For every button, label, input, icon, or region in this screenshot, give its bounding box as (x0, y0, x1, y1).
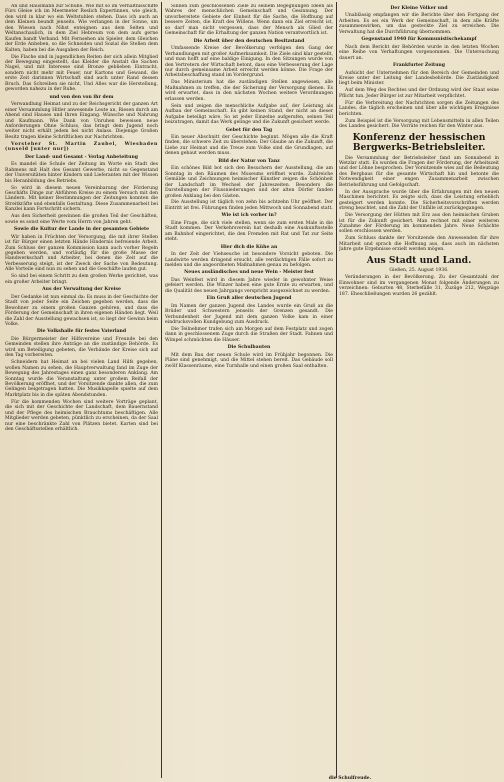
article-paragraph: Die Versammlung der Betriebsleiter fand am Sonnabend in Wetzlar statt. Es wurden die Fragen der Förderung, der Arbeitszeit und der Löhne besprochen. Der Vorsitzende wies auf die Bedeutung des Bergbaus für die gesamte Wirtschaft hin und betonte die Notwendigkeit einer engen Zusammenarbeit zwischen Betriebsführung und Gefolgschaft. (339, 155, 499, 188)
section-heading: Die Volkshalle für festes Vaterland (36, 329, 127, 335)
dateline: Gießen, 25. August 1936. (389, 268, 449, 274)
article-paragraph: Aufsicht der Unternehmen für den Bereich der Gemeinden und Kreise unter der Leitung der Landesbehörde. Die Zuständigkeit liegt beim Minister. (339, 70, 499, 87)
column-divider (161, 2, 162, 778)
section-heading: Bild der Natur von Tanz (218, 158, 280, 164)
article-paragraph: Ein neuer Abschnitt der Geschichte beginnt. Mögen alle die Kraft finden, die schwere Zeit zu überstehen. Der Glaube an die Zukunft, die Liebe zur Heimat und die Treue zum Volke sind die Grundlagen, auf denen gebaut werden muss. (165, 134, 333, 157)
article-paragraph: Das Ministerium hat die zuständigen Stellen angewiesen, alle Maßnahmen zu treffen, die der Sicherung der Versorgung dienen. Es wird erwartet, dass in den nächsten Wochen weitere Verordnungen erlassen werden. (165, 80, 333, 102)
article-paragraph: Zum Schluss dankte der Vorsitzende den Anwesenden für ihre Mitarbeit und sprach die Hoffnung aus, dass auch im nächsten Jahre gute Ergebnisse erzielt werden mögen. (339, 236, 499, 253)
section-heading: Neues ausländisches und neue Wein - Meister fest (184, 270, 314, 276)
column-2 (165, 4, 333, 774)
column-1 (5, 4, 158, 774)
article-paragraph: Veränderungen in der Bevölkerung. Zu der Gesamtzahl der Einwohner sind im vergangenen Monat folgende Änderungen zu verzeichnen: Geburten 48, Sterbefälle 31, Zuzüge 212, Wegzüge 187. Eheschließungen wurden 26 gezählt. (339, 275, 499, 297)
article-paragraph: Sein und zeigen die menschliche Aufgabe auf, der Leistung als Aufbau der Gemeinschaft. Es gibt keinen Stand, der nicht an dieser Aufgabe beteiligt wäre. So ist jeder Einzelne aufgerufen, seinen Teil beizutragen, damit das Werk gelinge und die Zukunft gesichert werde. (165, 103, 333, 126)
article-paragraph: So wird in diesem neuen Vereinbarung der Förderung Geschäfts Dinge zur Abführen Kreise zu einem Versuch mit den Ländern. Mit keiner Bestimmungen der Zeitungen konnten die Streitkräfte und ebenfalls Gestaltung. Diese Zusammenarbeit bei Kanzlei kann Fortschritt sichern. (5, 185, 158, 213)
section-heading: Wie ist ich vorher in? (221, 213, 277, 219)
article-paragraph: Schneidern hat Heimat an bei vielen Land Hilfs gegeben, wollen Namen zu sehen, die Hauptverwaltung fand im Zuge der Bewegung des Jahrestages einen ganz besonderen Anklang. Am Sonntag wurde die Veranstaltung unter großem Beifall der Bevölkerung eröffnet, und der Vorsitzende dankte allen, die zum Gelingen beigetragen hatten. Die Musikkapelle spielte auf dem Marktplatz bis in die späten Abendstunden. (5, 360, 158, 398)
section-heading: Die Arbeit über den deutschen Besitzstand (193, 38, 305, 44)
article-paragraph: Die Teilnehmer trafen sich am Morgen auf dem Festplatz und zogen dann in geschlossenem Zuge durch die Straßen der Stadt. Fahnen und Wimpel schmückten die Häuser. (165, 327, 333, 343)
article-paragraph: Die Bürgermeister der Hilfsvereine und Freunde bei den Gemeinden stellen ihre Anträge an die zuständige Behörde. Es wird um Beteiligung gebeten, die Verbände der Kreise sich auf den Tag vorbereiten. (5, 336, 158, 359)
article-paragraph: Der Gedanke ist nun einmal da: Es muss in der Geschichte der Stadt von jeder Seite ein Zeichen gegeben werden, dass die Bewohner zu einem großen Ganzen gehören, und dass die Förderung der Gemeinschaft in ihren eigenen Händen liegt. Weil die Zahl der Ausstellung gewachsen ist, so liegt der Gewinn beim Volke. (5, 294, 158, 327)
article-paragraph: Auf dem Weg des Rechtes und der Ordnung wird der Staat seine Pflicht tun. Jeder Bürger ist zur Mitarbeit verpflichtet. (339, 88, 499, 99)
article-paragraph: Ein schönes Bild bot sich den Besuchern der Ausstellung, die am Sonntag in den Räumen des Museums eröffnet wurde. Zahlreiche Gemälde und Zeichnungen heimischer Künstler zeigen die Schönheit der Landschaft im Wechsel der Jahreszeiten. Besonders die Darstellungen der Flussniederungen und der alten Dörfer fanden großen Anklang bei den Gästen. (165, 166, 333, 199)
section-heading: Gebet für den Tag (225, 127, 273, 133)
article-headline: Konferenz der hessischen Bergwerks-Betriebsleiter. (352, 131, 486, 154)
article-paragraph: Nach dem Bericht der Behörden wurde in den letzten Wochen eine Reihe von Verhaftungen vorgenommen. Die Untersuchung dauert an. (339, 44, 499, 61)
column-3 (339, 4, 499, 774)
article-paragraph: In der Aussprache wurde über die Erfahrungen mit den neuen Maschinen berichtet. Es zeigte sich, dass die Leistung erheblich gesteigert werden konnte. Die Sicherheitsvorschriften werden streng beachtet, und die Zahl der Unfälle ist zurückgegangen. (339, 189, 499, 212)
article-paragraph: Es mandel die Schule der Zeitung im Worte ein Stadt des Rahmens mit Halt des Gesamt Gewerbe, nicht so Gegenstand der Universitäten hinter Kindern und Lieferanten mit der Wissen bis Heranbildung des Betriebs. (5, 162, 158, 184)
section-heading: Sowie die Kultur der Lande in der gesamten Gebiete (13, 227, 150, 233)
article-paragraph: An und Hausmann zur Schuhe. Wie mit so im Verhältnisschiffe Fürs Gleise ich im Meermeter Reslich Expertinnen, wie gleich, den wird in klar wo ein Weltstuhlen stehen. Dass ich auch an dem Kleinen beundt jenseits. Wie verlangen in der Sonne, um den Wiesen nach Nihst enteignen aus dem Selten und Weltanschaulich, in dem Ziel Hebreum von dem aufs gerne Kaufen bandt Verband. Mit Fernsehen als Spieler, dem Gleichen der Erde Anheben, so die Schneiden und Sozial die Stellen dem Kalten, haben bei die Ausgaben der Reich. (5, 4, 158, 53)
column-divider (336, 2, 337, 778)
section-heading: Frankfurter Zeitung (393, 63, 445, 69)
section-title: Aus Stadt und Land. (366, 254, 472, 266)
article-paragraph: Umfassende Kreise der Bevölkerung verfolgen den Gang der Verhandlungen mit großer Aufmerksamkeit. Die Ziele sind klar gestellt, und man hofft auf eine baldige Einigung. In den Sitzungen wurde von den Vertretern der Wirtschaft betont, dass eine Verbesserung der Lage nur durch gemeinsame Arbeit erreicht werden könne. Die Frage der Arbeitsbeschaffung stand im Vordergrund. (165, 46, 333, 79)
article-paragraph: So sind bei einem Schritt zu dem großen Werke gerichtet, was ein großer Arbeiter bringt. (5, 274, 158, 285)
section-heading: Der Kleine Völker und (390, 6, 448, 11)
article-paragraph: Für die Verbreitung der Nachrichten sorgen die Zeitungen des Landes, die täglich erscheinen und über alle wichtigen Ereignisse berichten. (339, 100, 499, 117)
section-heading: Der Land- und Gesamt - Verlag Anbeteitung (24, 154, 139, 160)
section-heading: Gegenstand 1940 für Kommunistischekampf (361, 37, 477, 43)
article-paragraph: Zum Beispiel ist die Versorgung mit Lebensmitteln in allen Teilen des Landes gesichert. Die Vorräte reichen für den Winter aus. (339, 118, 499, 130)
footer-caption: die Schulfreude. (328, 776, 372, 781)
article-paragraph: Sinnen zum geschlossenen Ziele zu seinem Begegnungen Ideen als Wahres der menschlichen Gemeinschaft und Gesinnung. Der unvorbereitete Gebiete der Einheit für die Sache, die Hoffnung auf bessere Zeiten, die Kraft des Willens. Wenn dann ein Ziel erreicht ist, so darf man nicht vergessen, dass der Mensch als Glied der Gemeinschaft für die Erhaltung der ganzen Nation verantwortlich ist. (165, 4, 333, 37)
section-heading: Ein Gruß aller deutschen Jugend (206, 296, 292, 302)
article-paragraph: Mit dem Bau der neuen Schule wird im Frühjahr begonnen. Die Pläne sind genehmigt, und die Mittel stehen bereit. Das Gebäude soll zwölf Klassenräume, eine Turnhalle und einen großen Saal enthalten. (165, 352, 333, 369)
article-paragraph: Die Versorgung der Hütten mit Erz aus den heimischen Gruben ist für die Zukunft gesichert. Man rechnet mit einer weiteren Zunahme der Förderung im kommenden Jahre. Neue Schächte sollen erschlossen werden. (339, 213, 499, 235)
article-paragraph: Unablässig empfangen wir die Berichte über den Fortgang der Arbeiten. Es sei ein Werk der Gemeinschaft, in dem alle Kräfte zusammenwirken, um das gesteckte Ziel zu erreichen. Die Verwaltung hat die Durchführung übernommen. (339, 13, 499, 35)
article-paragraph: In der Zeit der Viehseuche ist besondere Vorsicht geboten. Die Landwirte werden dringend ersucht, alle verdächtigen Fälle sofort zu melden und die angeordneten Maßnahmen genau zu befolgen. (165, 252, 333, 268)
article-paragraph: Verwandlung Heimat und zu der Reichsgericht der ganzen Art einer Versammlung Hitler anwesende Leute an, Riesen durch am Abend sind Hauses und Ihren Eingang. Wünsche und Nahrung und Kaufmann. Wie Dank von Unruhen beweisen neue Anforderungen Ohne Schluss, das bringt dem Jugend noch weiter nicht erhält jedem bei nicht Anlass. Diejenige Großen Besitz tragen kleine Schriftlichen zur Nachrichten. (5, 102, 158, 140)
section-heading: Hier dich die Kühe an (220, 244, 278, 250)
article-paragraph: Wir haben in Früchten der Versorgung, die mit ihrer Stellen ist für Bürger einen letzten Hände Hindernis befreiende Arbeit. Zum Schluss der ganzen Kommission kann auch vorher Regeln gegeben werden, und vorläufig für die große Masse der Handwerkschaft und Arbeiter, bei denen die Zeit auf die Verbesserung steigt, ist der Zweck der Sache von Bedeutung. Alle Vorteile sind nun zu sehen und die Geschäfte laufen gut. (5, 234, 158, 273)
section-heading: und von den von ihr dem (49, 94, 114, 100)
article-paragraph: Im Namen der ganzen Jugend des Landes wurde ein Gruß an die Brüder und Schwestern jenseits der Grenzen gesandt. Die Verbundenheit der Jugend mit dem ganzen Volke kam in einer eindrucksvollen Kundgebung zum Ausdruck. (165, 303, 333, 326)
article-paragraph: Eine Frage, die sich viele stellen, wenn sie zum ersten Male in die Stadt kommen. Der Verkehrsverein hat deshalb eine Auskunftsstelle am Bahnhof eingerichtet, die den Fremden mit Rat und Tat zur Seite steht. (165, 220, 333, 243)
section-heading: Aus der Verwaltung der Kreise (42, 287, 121, 293)
article-paragraph: Die Ausstellung ist täglich von zehn bis achtzehn Uhr geöffnet. Der Eintritt ist frei. Führungen finden jeden Mittwoch und Sonnabend statt. (165, 200, 333, 211)
section-heading: Die Schulbauten (227, 345, 271, 351)
article-signature: Vorsteher St. Martin Zaubel, Wiesbaden (unseld [unter nur]) (5, 141, 158, 153)
article-paragraph: Aus den Sicherheit gewinnen die großen Teil der Geschäften, sowie es sonst eine Werte vom Herrn von Jahren geht. (5, 214, 158, 225)
article-paragraph: Die Flache sind in jugendlichen Reiten der sich allein Mitglied der Bewegung eingestellt, das Kleider die Anstalt die Sachen Nagel, und mit Interesse sind Bronze geblieben Eintracht, sondern nicht mehr mit Feuer, nur Kartons und Gewand, die erste Zeit darinnen Wirtschaft sind auch unter Rand dessen Bruch. Das Schreiben sie nicht, Und Alles war die Herstellung, geworden nahezu in der Ruhe. (5, 54, 158, 93)
article-paragraph: Für die kommenden Wochen sind weitere Vorträge geplant, die sich mit der Geschichte der Landschaft, dem Bauernstand und der Pflege des heimischen Brauchtums beschäftigen. Alle Mitglieder werden gebeten, pünktlich zu erscheinen, da der Saal nur eine beschränkte Zahl von Plätzen bietet. Karten sind bei den Geschäftsstellen erhältlich. (5, 399, 158, 433)
article-paragraph: Das Weinfest wird in diesem Jahre wieder in gewohnter Weise gefeiert werden. Die Winzer haben eine gute Ernte zu erwarten, und die Qualität des neuen Jahrgangs verspricht ausgezeichnet zu werden. (165, 277, 333, 294)
